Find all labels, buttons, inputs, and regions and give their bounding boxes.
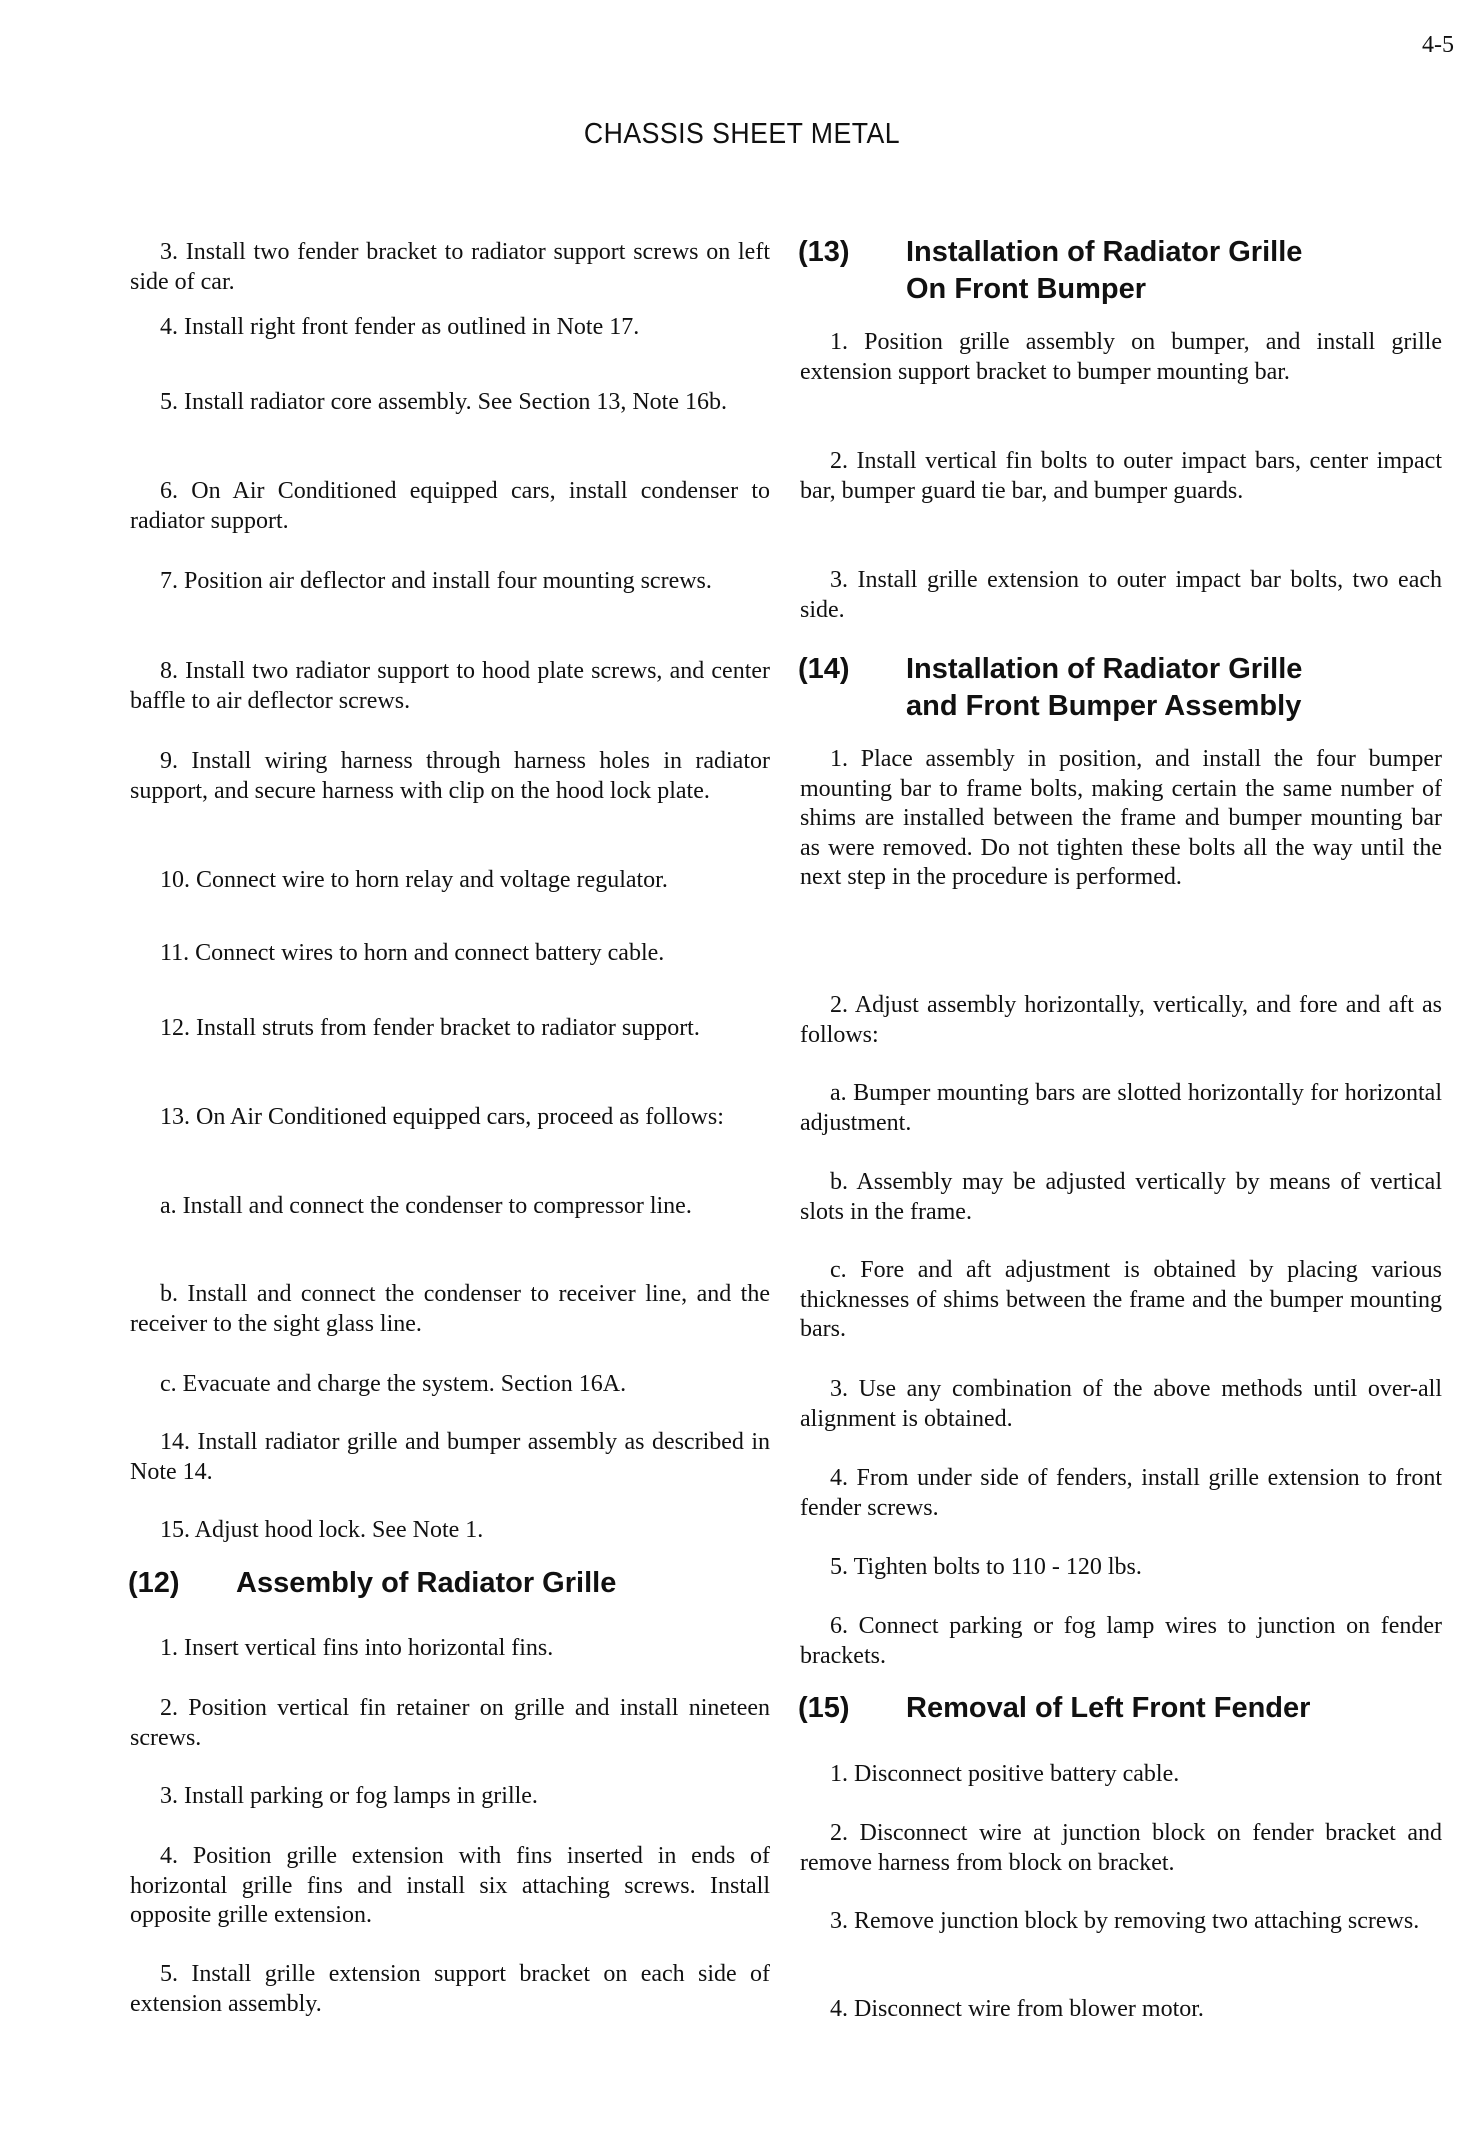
page-number: 4-5 [1422, 32, 1454, 58]
step-paragraph: 3. Install grille extension to outer impact bar bolts, two each side. [800, 567, 1442, 623]
section-title-line2: and Front Bumper Assembly [906, 690, 1302, 722]
section-title-line1: Installation of Radiator Grille [906, 236, 1303, 268]
step-paragraph: 5. Install radiator core assembly. See Section 13, Note 16b. [160, 389, 727, 415]
substep-paragraph: c. Evacuate and charge the system. Section 16A. [160, 1371, 627, 1397]
step-paragraph: 5. Tighten bolts to 110 - 120 lbs. [830, 1554, 1142, 1580]
step-paragraph: 10. Connect wire to horn relay and voltage regulator. [160, 867, 668, 893]
section-title-line2: On Front Bumper [906, 273, 1147, 305]
step-paragraph: 4. Position grille extension with fins inserted in ends of horizontal grille fins and install six attaching screws. Install opposite grille extension. [130, 1843, 770, 1928]
step-paragraph: 6. On Air Conditioned equipped cars, install condenser to radiator support. [130, 478, 770, 534]
substep-paragraph: b. Install and connect the condenser to receiver line, and the receiver to the sight glass line. [130, 1281, 770, 1337]
section-number: (15) [798, 1692, 850, 1724]
step-paragraph: 7. Position air deflector and install four mounting screws. [160, 568, 712, 594]
step-paragraph: 2. Disconnect wire at junction block on fender bracket and remove harness from block on bracket. [800, 1820, 1442, 1876]
step-paragraph: 15. Adjust hood lock. See Note 1. [160, 1517, 484, 1543]
substep-paragraph: c. Fore and aft adjustment is obtained by placing various thicknesses of shims between the frame and the bumper mounting bars. [800, 1257, 1442, 1342]
step-paragraph: 3. Use any combination of the above methods until over-all alignment is obtained. [800, 1376, 1442, 1432]
section-title-line1: Installation of Radiator Grille [906, 653, 1303, 685]
section-title: Removal of Left Front Fender [906, 1692, 1311, 1724]
substep-paragraph: a. Bumper mounting bars are slotted horizontally for horizontal adjustment. [800, 1080, 1442, 1136]
section-number: (14) [798, 653, 850, 685]
substep-paragraph: a. Install and connect the condenser to compressor line. [160, 1193, 692, 1219]
section-title: Assembly of Radiator Grille [236, 1567, 617, 1599]
step-paragraph: 12. Install struts from fender bracket to radiator support. [160, 1015, 700, 1041]
step-paragraph: 2. Install vertical fin bolts to outer impact bars, center impact bar, bumper guard tie bar, and bumper guards. [800, 448, 1442, 504]
step-paragraph: 2. Position vertical fin retainer on grille and install nineteen screws. [130, 1695, 770, 1751]
step-paragraph: 8. Install two radiator support to hood plate screws, and center baffle to air deflector screws. [130, 658, 770, 714]
section-heading-13 [798, 234, 1458, 308]
section-heading-14 [798, 651, 1458, 725]
section-number: (12) [128, 1567, 180, 1599]
step-paragraph: 4. From under side of fenders, install grille extension to front fender screws. [800, 1465, 1442, 1521]
step-paragraph: 14. Install radiator grille and bumper assembly as described in Note 14. [130, 1429, 770, 1485]
step-paragraph: 4. Install right front fender as outlined in Note 17. [160, 314, 640, 340]
step-paragraph: 3. Remove junction block by removing two attaching screws. [830, 1908, 1420, 1934]
step-paragraph: 1. Position grille assembly on bumper, and install grille extension support bracket to bumper mounting bar. [800, 329, 1442, 385]
page-title: CHASSIS SHEET METAL [583, 118, 901, 150]
step-paragraph: 3. Install parking or fog lamps in grille. [160, 1783, 538, 1809]
step-paragraph: 5. Install grille extension support bracket on each side of extension assembly. [130, 1961, 770, 2017]
step-paragraph: 2. Adjust assembly horizontally, vertically, and fore and aft as follows: [800, 992, 1442, 1048]
step-paragraph: 13. On Air Conditioned equipped cars, proceed as follows: [160, 1104, 724, 1130]
step-paragraph: 6. Connect parking or fog lamp wires to junction on fender brackets. [800, 1613, 1442, 1669]
step-paragraph: 1. Disconnect positive battery cable. [830, 1761, 1180, 1787]
step-paragraph: 11. Connect wires to horn and connect battery cable. [160, 940, 665, 966]
section-heading-15 [798, 1690, 1458, 1727]
step-paragraph: 9. Install wiring harness through harness holes in radiator support, and secure harness with clip on the hood lock plate. [130, 748, 770, 804]
section-number: (13) [798, 236, 850, 268]
step-paragraph: 1. Place assembly in position, and install the four bumper mounting bar to frame bolts, making certain the same number of shims are installed between the frame and bumper mounting bar as were removed. Do not tighten these bolts all the way until the next step in the procedure is performed. [800, 746, 1442, 890]
step-paragraph: 1. Insert vertical fins into horizontal fins. [160, 1635, 554, 1661]
step-paragraph: 4. Disconnect wire from blower motor. [830, 1996, 1204, 2022]
step-paragraph: 3. Install two fender bracket to radiator support screws on left side of car. [130, 239, 770, 295]
section-heading-12 [128, 1565, 778, 1602]
substep-paragraph: b. Assembly may be adjusted vertically by means of vertical slots in the frame. [800, 1169, 1442, 1225]
